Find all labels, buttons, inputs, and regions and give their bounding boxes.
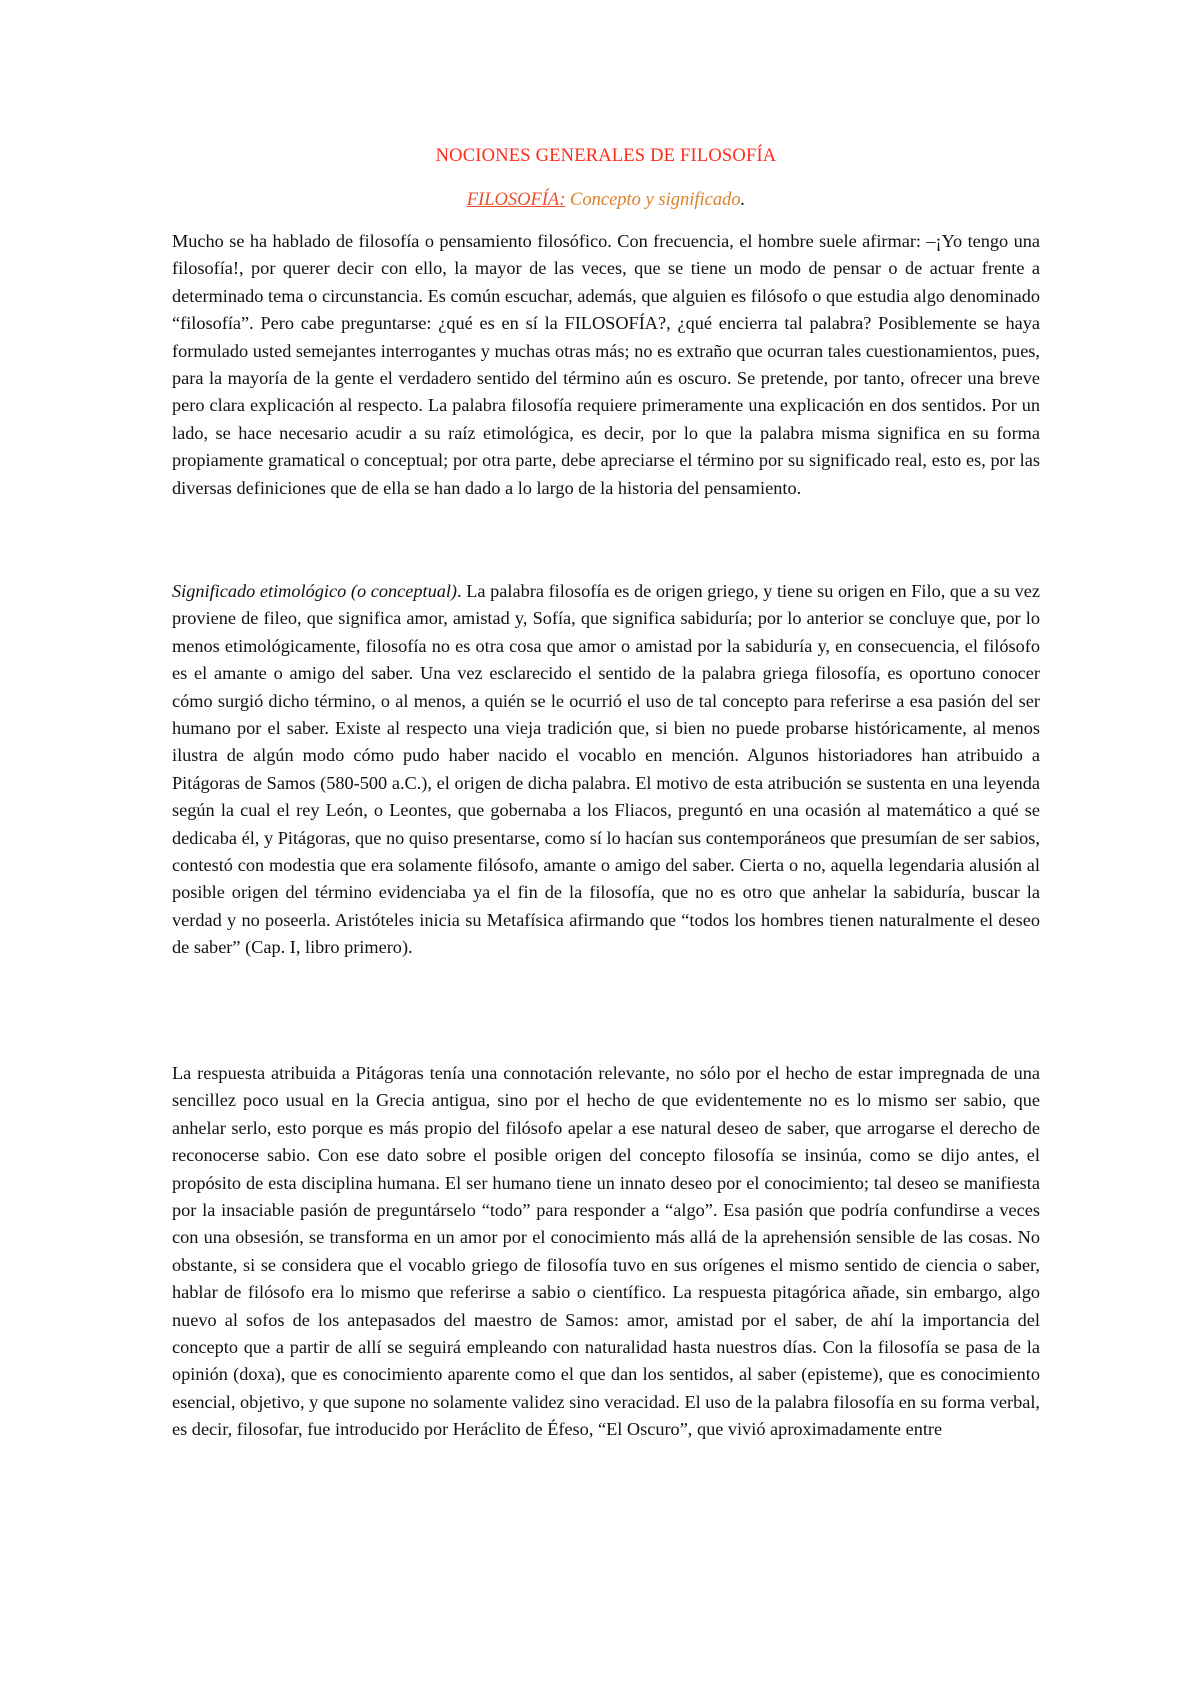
subtitle-period: . xyxy=(740,190,746,210)
paragraph-text: . La palabra filosofía es de origen griego, y tiene su origen en Filo, que a su vez proviene de fileo, que significa amor, amistad y, Sofía, que significa sabiduría; por lo anterior se concluye que, por lo menos etimológicamente, filosofía no es otra cosa que amor o amistad por la sabiduría y, en consecuencia, el filósofo es el amante o amigo del saber. Una vez esclarecido el sentido de la palabra griega filosofía, es oportuno conocer cómo surgió dicho término, o al menos, a quién se le ocurrió el uso de tal concepto para referirse a esa pasión del ser humano por el saber. Existe al respecto una vieja tradición que, si bien no puede probarse históricamente, al menos ilustra de algún modo cómo pudo haber nacido el vocablo en mención. Algunos historiadores han atribuido a Pitágoras de Samos (580-500 a.C.), el origen de dicha palabra. El motivo de esta atribución se sustenta en una leyenda según la cual el rey León, o Leontes, que gobernaba a los Fliacos, preguntó en una ocasión al matemático a qué se dedicaba él, y Pitágoras, que no quiso presentarse, como sí lo hacían sus contemporáneos que presumían de ser sabios, contestó con modestia que era solamente filósofo, amante o amigo del saber. Cierta o no, aquella legendaria alusión al posible origen del término evidenciaba ya el fin de la filosofía, que no es otro que anhelar la sabiduría, buscar la verdad y no poseerla. Aristóteles inicia su Metafísica afirmando que “todos los hombres tienen naturalmente el deseo de saber” (Cap. I, libro primero). xyxy=(172,581,1040,958)
subtitle-description: Concepto y significado xyxy=(565,190,741,210)
paragraph-text: La respuesta atribuida a Pitágoras tenía una connotación relevante, no sólo por el hecho de estar impregnada de una sencillez poco usual en la Grecia antigua, sino por el hecho de que evidentemente no es lo mismo ser sabio, que anhelar serlo, esto porque es más propio del filósofo apelar a ese natural deseo de saber, que arrogarse el derecho de reconocerse sabio. Con ese dato sobre el posible origen del concepto filosofía se insinúa, como se dijo antes, el propósito de esta disciplina humana. El ser humano tiene un innato deseo por el conocimiento; tal deseo se manifiesta por la insaciable pasión de preguntárselo “todo” para responder a “algo”. Esa pasión que podría confundirse a veces con una obsesión, se transforma en un amor por el conocimiento más allá de la aprehensión sensible de las cosas. No obstante, si se considera que el vocablo griego de filosofía tuvo en sus orígenes el mismo sentido de ciencia o saber, hablar de filósofo era lo mismo que referirse a sabio o científico. La respuesta pitagórica añade, sin embargo, algo nuevo al sofos de los antepasados del maestro de Samos: amor, amistad por el saber, de ahí la importancia del concepto que a partir de allí se seguirá empleando con naturalidad hasta nuestros días. Con la filosofía se pasa de la opinión (doxa), que es conocimiento aparente como el que dan los sentidos, al saber (episteme), que es conocimiento esencial, objetivo, y que supone no solamente validez sino veracidad. El uso de la palabra filosofía en su forma verbal, es decir, filosofar, fue introducido por Heráclito de Éfeso, “El Oscuro”, que vivió aproximadamente entre xyxy=(172,1063,1040,1440)
paragraph-lead: Significado etimológico (o conceptual) xyxy=(172,581,458,601)
document-title: NOCIONES GENERALES DE FILOSOFÍA xyxy=(435,146,777,166)
document-subtitle xyxy=(172,190,1040,211)
subtitle-topic: FILOSOFÍA: xyxy=(466,190,566,210)
paragraph-etymology xyxy=(172,578,1040,962)
paragraph-pythagoras xyxy=(172,1060,1040,1444)
paragraph-introduction xyxy=(172,228,1040,502)
paragraph-text: Mucho se ha hablado de filosofía o pensamiento filosófico. Con frecuencia, el hombre suele afirmar: –¡Yo tengo una filosofía!, por querer decir con ello, la mayor de las veces, que se tiene un modo de pensar o de actuar frente a determinado tema o circunstancia. Es común escuchar, además, que alguien es filósofo o que estudia algo denominado “filosofía”. Pero cabe preguntarse: ¿qué es en sí la FILOSOFÍA?, ¿qué encierra tal palabra? Posiblemente se haya formulado usted semejantes interrogantes y muchas otras más; no es extraño que ocurran tales cuestionamientos, pues, para la mayoría de la gente el verdadero sentido del término aún es oscuro. Se pretende, por tanto, ofrecer una breve pero clara explicación al respecto. La palabra filosofía requiere primeramente una explicación en dos sentidos. Por un lado, se hace necesario acudir a su raíz etimológica, es decir, por lo que la palabra misma significa en su forma propiamente gramatical o conceptual; por otra parte, debe apreciarse el término por su significado real, esto es, por las diversas definiciones que de ella se han dado a lo largo de la historia del pensamiento. xyxy=(172,231,1040,498)
